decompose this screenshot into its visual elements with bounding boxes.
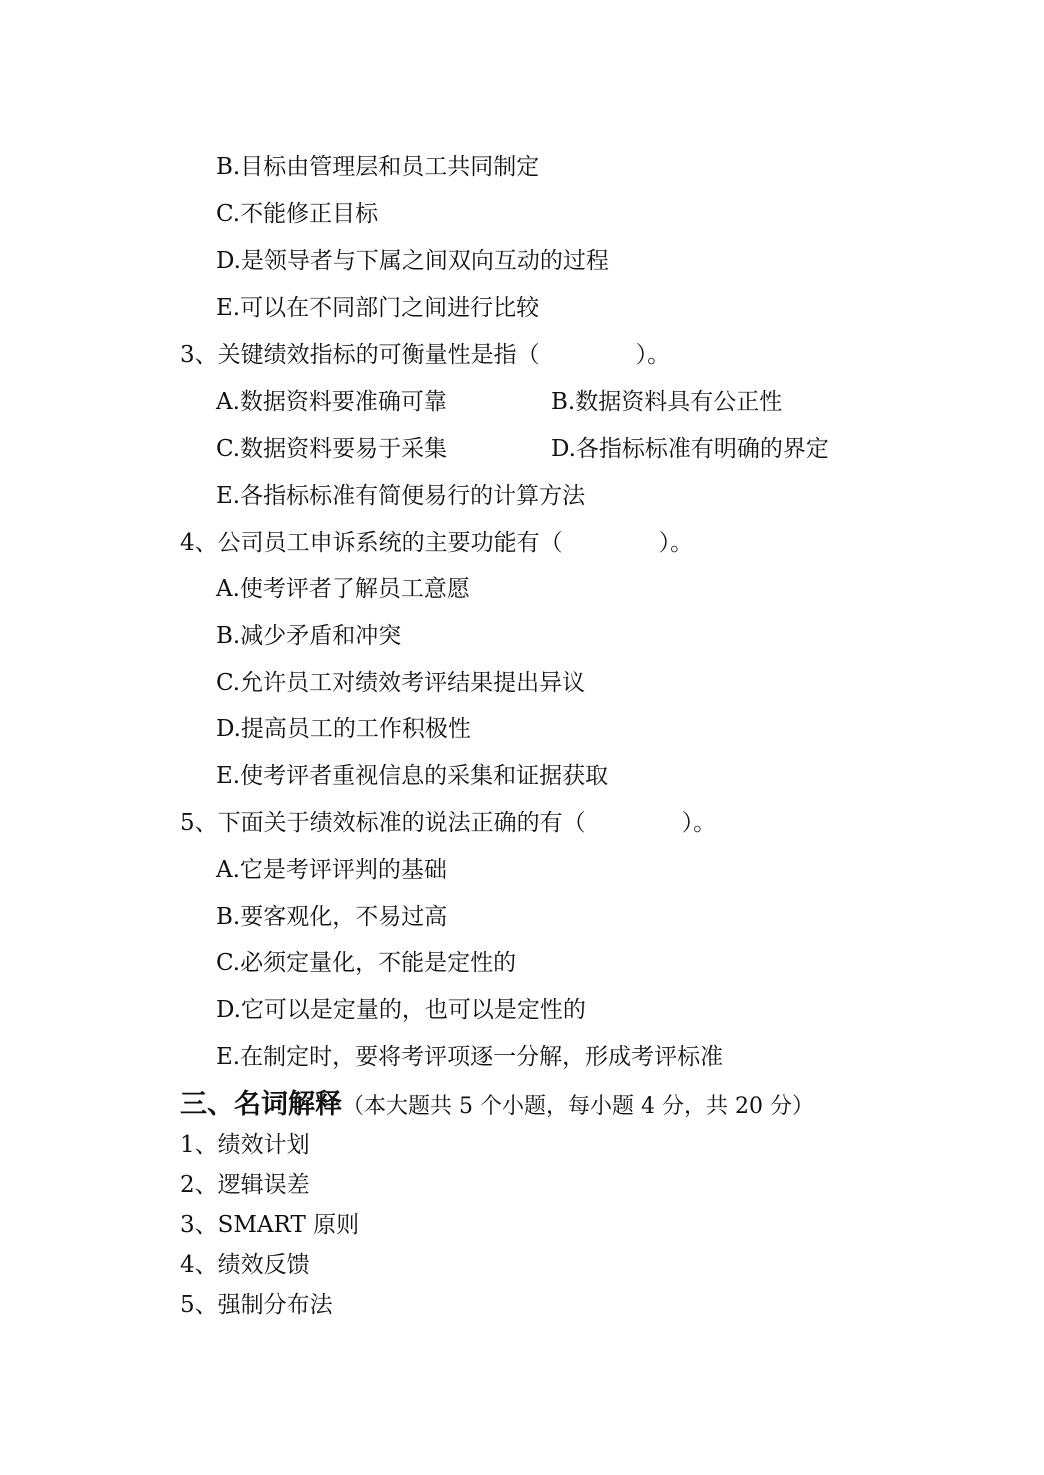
q5-option-b: B.要客观化，不易过高 [216,904,448,930]
q3-option-b: B.数据资料具有公正性 [551,389,783,415]
q2-option-c: C.不能修正目标 [216,201,379,227]
term-item: 2、逻辑误差 [180,1172,310,1198]
q4-stem-line [180,528,693,558]
term-item: 3、SMART 原则 [180,1212,360,1238]
q4-stem: 4、公司员工申诉系统的主要功能有（ [180,530,563,556]
q4-option-e: E.使考评者重视信息的采集和证据获取 [216,763,609,789]
q5-stem-line [180,808,716,838]
q3-option-c: C.数据资料要易于采集 [216,436,448,462]
q4-option-a: A.使考评者了解员工意愿 [216,576,470,602]
q5-option-e: E.在制定时，要将考评项逐一分解，形成考评标准 [216,1044,724,1070]
q5-option-c: C.必须定量化，不能是定性的 [216,950,517,976]
section-heading [180,1087,814,1126]
q2-option-e: E.可以在不同部门之间进行比较 [216,295,540,321]
q3-option-a: A.数据资料要准确可靠 [216,389,447,415]
q4-option-b: B.减少矛盾和冲突 [216,623,402,649]
q3-option-d: D.各指标标准有明确的界定 [551,436,829,462]
q4-close: ）。 [658,530,694,556]
q5-option-a: A.它是考评评判的基础 [216,857,447,883]
q4-option-c: C.允许员工对绩效考评结果提出异议 [216,670,586,696]
q3-stem: 3、关键绩效指标的可衡量性是指（ [180,342,540,368]
q2-option-b: B.目标由管理层和员工共同制定 [216,154,540,180]
q3-stem-line [180,340,670,370]
q4-option-d: D.提高员工的工作积极性 [216,716,471,742]
section-title: 三、名词解释 [180,1089,342,1120]
q5-close: ）。 [681,810,717,836]
q5-stem: 5、下面关于绩效标准的说法正确的有（ [180,810,586,836]
term-item: 1、绩效计划 [180,1132,310,1158]
term-item: 5、强制分布法 [180,1292,333,1318]
q3-option-e: E.各指标标准有简便易行的计算方法 [216,483,586,509]
q2-option-d: D.是领导者与下属之间双向互动的过程 [216,248,609,274]
q3-close: ）。 [635,342,671,368]
q5-option-d: D.它可以是定量的，也可以是定性的 [216,997,586,1023]
term-item: 4、绩效反馈 [180,1252,310,1278]
section-note: （本大题共 5 个小题，每小题 4 分，共 20 分） [342,1094,814,1119]
